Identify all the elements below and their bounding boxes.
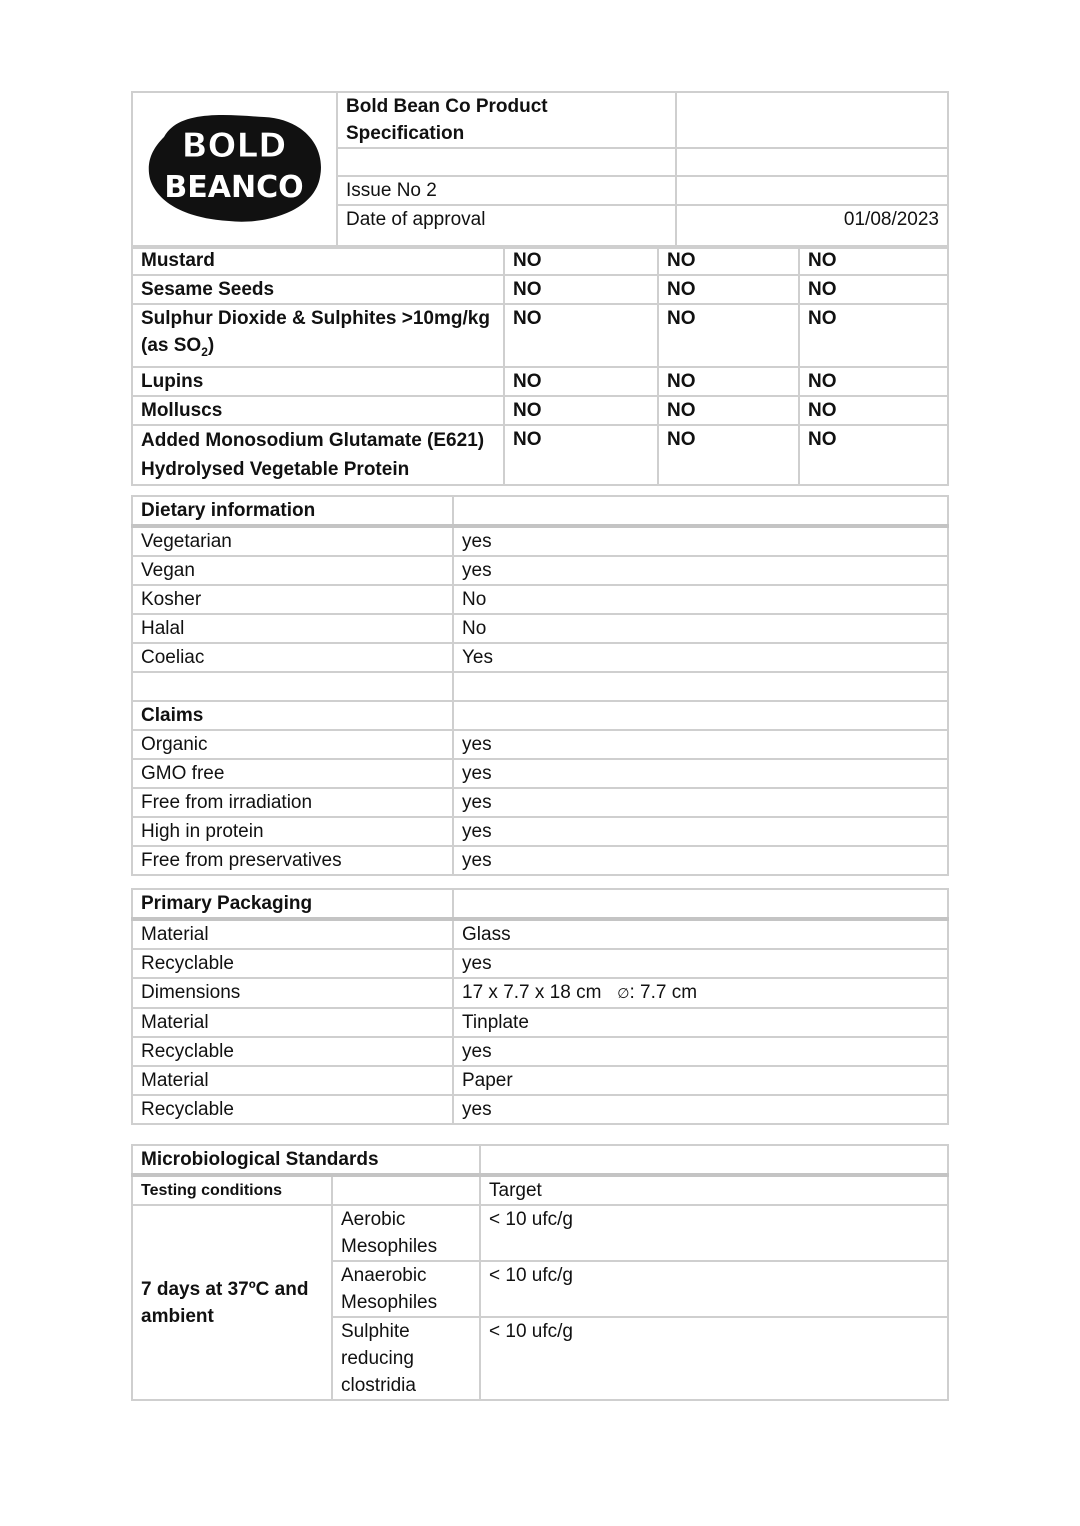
table-row [132, 701, 948, 730]
header-table [131, 91, 949, 249]
testing-conditions-label: Testing conditions [132, 1175, 332, 1205]
allergen-value: NO [504, 396, 658, 425]
allergen-value: NO [658, 246, 799, 275]
so2-close: ) [207, 335, 215, 356]
table-row [132, 304, 948, 367]
row-value: Glass [453, 919, 948, 949]
logo-text-line2: BEANCO [163, 170, 304, 205]
allergen-value: NO [799, 425, 948, 485]
row-label: Dimensions [132, 978, 453, 1008]
row-label: High in protein [132, 817, 453, 846]
table-header-row [132, 1145, 948, 1175]
table-row [132, 1205, 948, 1261]
allergen-value: NO [799, 304, 948, 367]
table-row [132, 817, 948, 846]
row-label: Coeliac [132, 643, 453, 672]
table-row [132, 949, 948, 978]
allergen-value: NO [504, 367, 658, 396]
empty-cell [132, 672, 453, 701]
empty-cell [332, 1175, 480, 1205]
organism [332, 1317, 480, 1400]
section-title: Primary Packaging [132, 889, 453, 919]
row-value: yes [453, 949, 948, 978]
table-row [132, 672, 948, 701]
allergen-value: NO [504, 304, 658, 367]
table-row [132, 585, 948, 614]
table-row [132, 556, 948, 585]
target-value: < 10 ufc/g [480, 1261, 948, 1317]
row-value: yes [453, 846, 948, 875]
table-row [132, 1008, 948, 1037]
empty-cell [337, 148, 676, 176]
organism-line: Anaerobic [341, 1265, 427, 1286]
table-row [132, 275, 948, 304]
row-label: Recyclable [132, 1095, 453, 1124]
allergen-name [132, 304, 504, 367]
row-value [453, 978, 948, 1008]
allergen-name: Lupins [132, 367, 504, 396]
table-row [132, 730, 948, 759]
row-label: Vegetarian [132, 526, 453, 556]
logo-text-line1: BOLD [181, 126, 286, 166]
table-row [132, 759, 948, 788]
date-label: Date of approval [337, 205, 676, 248]
empty-cell [480, 1145, 948, 1175]
empty-cell [453, 672, 948, 701]
allergen-value: NO [504, 246, 658, 275]
table-header-row [132, 889, 948, 919]
organism-line: clostridia [341, 1375, 416, 1396]
row-label: Material [132, 1008, 453, 1037]
row-value: yes [453, 817, 948, 846]
row-label: GMO free [132, 759, 453, 788]
row-value: yes [453, 556, 948, 585]
empty-cell [453, 496, 948, 526]
allergens-table [131, 245, 949, 486]
allergen-name-line2: Hydrolysed Vegetable Protein [141, 458, 410, 480]
allergen-name: Sesame Seeds [132, 275, 504, 304]
empty-cell [676, 92, 948, 148]
row-label: Organic [132, 730, 453, 759]
dietary-table [131, 495, 949, 876]
table-row [132, 643, 948, 672]
row-value: Yes [453, 643, 948, 672]
allergen-name-line1: Sulphur Dioxide & Sulphites >10mg/kg [141, 308, 490, 329]
diameter-icon: ∅ [617, 985, 630, 1001]
table-row [132, 1175, 948, 1205]
row-label: Recyclable [132, 1037, 453, 1066]
row-label: Halal [132, 614, 453, 643]
allergen-name [132, 425, 504, 485]
table-row [132, 1037, 948, 1066]
table-row [132, 396, 948, 425]
section-title: Microbiological Standards [132, 1145, 480, 1175]
allergen-value: NO [504, 425, 658, 485]
target-value: < 10 ufc/g [480, 1317, 948, 1400]
row-value: Paper [453, 1066, 948, 1095]
row-label: Free from preservatives [132, 846, 453, 875]
row-value: No [453, 585, 948, 614]
allergen-value: NO [658, 425, 799, 485]
diameter-value: : 7.7 cm [629, 982, 698, 1003]
organism-line: Sulphite [341, 1321, 410, 1342]
table-row [132, 526, 948, 556]
allergen-value: NO [658, 275, 799, 304]
row-value: yes [453, 1037, 948, 1066]
allergen-name: Mustard [132, 246, 504, 275]
allergen-value: NO [799, 275, 948, 304]
table-row [132, 919, 948, 949]
allergen-name-line2 [141, 332, 495, 366]
row-label: Recyclable [132, 949, 453, 978]
bold-bean-co-logo [144, 107, 326, 225]
table-header-row [132, 496, 948, 526]
row-value: yes [453, 730, 948, 759]
table-row [132, 1095, 948, 1124]
empty-cell [676, 176, 948, 205]
claims-title: Claims [132, 701, 453, 730]
row-label: Material [132, 919, 453, 949]
spec-title: Bold Bean Co Product Specification [337, 92, 676, 148]
table-row [132, 978, 948, 1008]
table-row [132, 246, 948, 275]
row-value: No [453, 614, 948, 643]
organism [332, 1261, 480, 1317]
row-value: yes [453, 759, 948, 788]
row-label: Free from irradiation [132, 788, 453, 817]
organism-line: Mesophiles [341, 1236, 438, 1257]
allergen-value: NO [658, 396, 799, 425]
row-value: yes [453, 526, 948, 556]
section-title: Dietary information [132, 496, 453, 526]
organism [332, 1205, 480, 1261]
row-value: yes [453, 1095, 948, 1124]
so2-text: (as SO [141, 335, 202, 356]
table-row [132, 367, 948, 396]
row-value: yes [453, 788, 948, 817]
table-row [132, 425, 948, 485]
allergen-value: NO [658, 367, 799, 396]
empty-cell [453, 701, 948, 730]
allergen-name-line1: Added Monosodium Glutamate (E621) [141, 429, 485, 451]
empty-cell [676, 148, 948, 176]
date-value: 01/08/2023 [676, 205, 948, 248]
allergen-name: Molluscs [132, 396, 504, 425]
table-row [132, 846, 948, 875]
row-value: Tinplate [453, 1008, 948, 1037]
row-label: Material [132, 1066, 453, 1095]
issue-number: Issue No 2 [337, 176, 676, 205]
allergen-value: NO [504, 275, 658, 304]
organism-line: reducing [341, 1348, 414, 1369]
target-value: < 10 ufc/g [480, 1205, 948, 1261]
packaging-table [131, 888, 949, 1125]
allergen-value: NO [799, 246, 948, 275]
logo [132, 92, 337, 248]
test-condition: 7 days at 37ºC and ambient [132, 1205, 332, 1400]
organism-line: Aerobic [341, 1209, 406, 1230]
organism-line: Mesophiles [341, 1292, 438, 1313]
table-row [132, 614, 948, 643]
table-row [132, 788, 948, 817]
target-label: Target [480, 1175, 948, 1205]
allergen-value: NO [799, 396, 948, 425]
empty-cell [453, 889, 948, 919]
row-label: Vegan [132, 556, 453, 585]
micro-table [131, 1144, 949, 1401]
table-row [132, 1066, 948, 1095]
dimensions-value: 17 x 7.7 x 18 cm [462, 982, 602, 1003]
so2-subscript: 2 [201, 344, 208, 359]
allergen-value: NO [658, 304, 799, 367]
allergen-value: NO [799, 367, 948, 396]
row-label: Kosher [132, 585, 453, 614]
